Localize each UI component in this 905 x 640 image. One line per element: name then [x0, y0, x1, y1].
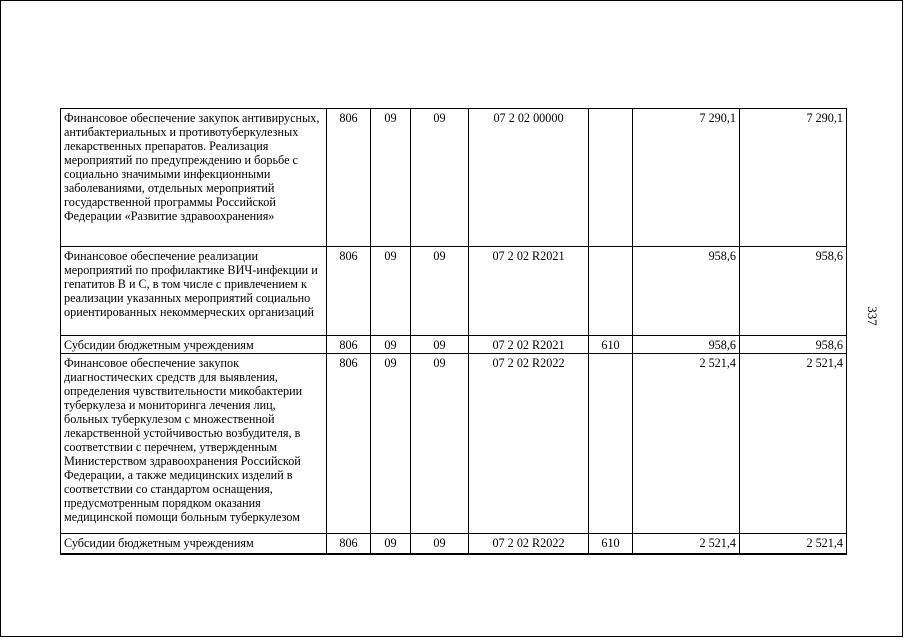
target-code: 07 2 02 R2021: [469, 336, 589, 354]
ministry-code: 806: [327, 336, 371, 354]
sum-1: 2 521,4: [633, 354, 740, 534]
expense-type-code: 610: [589, 336, 633, 354]
table-row: [61, 109, 847, 247]
section-code: 09: [371, 354, 411, 534]
section-code: 09: [371, 336, 411, 354]
sum-1: 958,6: [633, 336, 740, 354]
expense-type-code: 610: [589, 534, 633, 554]
ministry-code: 806: [327, 247, 371, 336]
sum-2: 2 521,4: [740, 354, 847, 534]
sum-2: 2 521,4: [740, 534, 847, 554]
expense-type-code: [589, 354, 633, 534]
sum-2: 958,6: [740, 336, 847, 354]
subsection-code: 09: [411, 109, 469, 247]
row-name: Финансовое обеспечение закупок антивирусных, антибактериальных и противотуберкулезных лекарственных препаратов. Реализация мероприятий по предупреждению и борьбе с социально значимыми инфекционными заболеваниями, отдельных мероприятий государственной программы Российской Федерации «Развитие здравоохранения»: [61, 109, 327, 247]
sum-1: 7 290,1: [633, 109, 740, 247]
row-name: Субсидии бюджетным учреждениям: [61, 534, 327, 554]
target-code: 07 2 02 00000: [469, 109, 589, 247]
table-row: [61, 534, 847, 554]
section-code: 09: [371, 534, 411, 554]
page-number: 337: [864, 306, 880, 326]
subsection-code: 09: [411, 336, 469, 354]
table-row: [61, 336, 847, 354]
expense-type-code: [589, 109, 633, 247]
section-code: 09: [371, 247, 411, 336]
ministry-code: 806: [327, 534, 371, 554]
subsection-code: 09: [411, 354, 469, 534]
sum-2: 7 290,1: [740, 109, 847, 247]
budget-table: [60, 108, 847, 555]
row-name: Финансовое обеспечение реализации мероприятий по профилактике ВИЧ-инфекции и гепатитов В и С, в том числе с привлечением к реализации указанных мероприятий социально ориентированных некоммерческих организаций: [61, 247, 327, 336]
target-code: 07 2 02 R2022: [469, 354, 589, 534]
table-row: [61, 354, 847, 534]
sum-1: 958,6: [633, 247, 740, 336]
row-name: Финансовое обеспечение закупок диагностических средств для выявления, определения чувствительности микобактерии туберкулеза и мониторинга лечения лиц, больных туберкулезом с множественной лекарственной устойчивостью возбудителя, в соответствии с перечнем, утвержденным Министерством здравоохранения Российской Федерации, а также медицинских изделий в соответствии со стандартом оснащения, предусмотренным порядком оказания медицинской помощи больным туберкулезом: [61, 354, 327, 534]
table-row: [61, 247, 847, 336]
expense-type-code: [589, 247, 633, 336]
target-code: 07 2 02 R2021: [469, 247, 589, 336]
subsection-code: 09: [411, 247, 469, 336]
ministry-code: 806: [327, 109, 371, 247]
row-name: Субсидии бюджетным учреждениям: [61, 336, 327, 354]
section-code: 09: [371, 109, 411, 247]
sum-1: 2 521,4: [633, 534, 740, 554]
ministry-code: 806: [327, 354, 371, 534]
sum-2: 958,6: [740, 247, 847, 336]
subsection-code: 09: [411, 534, 469, 554]
target-code: 07 2 02 R2022: [469, 534, 589, 554]
